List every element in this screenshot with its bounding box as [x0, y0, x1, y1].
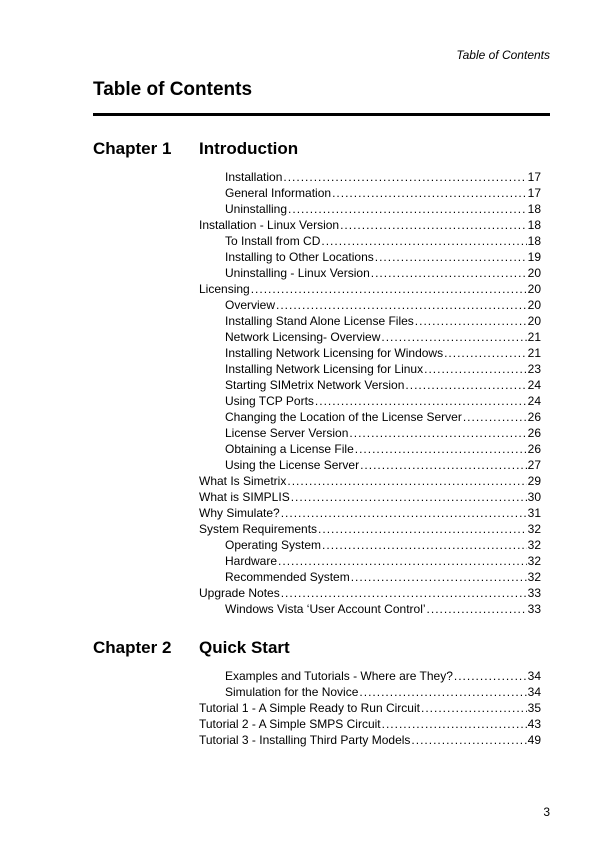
dot-leader — [340, 217, 527, 233]
dot-leader — [355, 441, 527, 457]
dot-leader — [315, 393, 527, 409]
toc-entries — [199, 169, 541, 617]
toc-entry-page: 21 — [527, 330, 541, 344]
toc-entry[interactable] — [199, 185, 541, 201]
toc-entry-label: Overview — [225, 298, 276, 312]
toc-entry[interactable] — [199, 457, 541, 473]
toc-entry-label: Installing Network Licensing for Linux — [225, 362, 424, 376]
toc-entry[interactable] — [199, 441, 541, 457]
toc-entry-label: Hardware — [225, 554, 278, 568]
toc-entry-label: Uninstalling - Linux Version — [225, 266, 370, 280]
toc-entry[interactable] — [199, 393, 541, 409]
toc-entry[interactable] — [199, 585, 541, 601]
dot-leader — [278, 553, 527, 569]
dot-leader — [415, 313, 527, 329]
toc-entry[interactable] — [199, 217, 541, 233]
toc-entry[interactable] — [199, 409, 541, 425]
toc-entry-page: 32 — [527, 522, 541, 536]
dot-leader — [287, 473, 526, 489]
toc-entry-page: 26 — [527, 442, 541, 456]
toc-entry-label: Network Licensing- Overview — [225, 330, 381, 344]
toc-entry-label: Obtaining a License File — [225, 442, 354, 456]
toc-entry-label: Installation - Linux Version — [199, 218, 340, 232]
toc-entry-label: Examples and Tutorials - Where are They? — [225, 669, 453, 683]
toc-entry[interactable] — [199, 265, 541, 281]
dot-leader — [424, 361, 527, 377]
dot-leader — [411, 732, 526, 748]
toc-entry-page: 49 — [527, 733, 541, 747]
chapter-2 — [93, 638, 550, 747]
dot-leader — [444, 345, 527, 361]
chapter-1 — [93, 139, 550, 616]
chapter-label: Chapter 1 — [93, 139, 172, 158]
dot-leader — [288, 201, 527, 217]
toc-entry-label: Using TCP Ports — [225, 394, 314, 408]
toc-entry[interactable] — [199, 521, 541, 537]
toc-entry-label: To Install from CD — [225, 234, 321, 248]
dot-leader — [332, 185, 527, 201]
toc-entry-page: 18 — [527, 202, 541, 216]
chapter-title: Introduction — [199, 139, 299, 158]
toc-entry[interactable] — [199, 732, 541, 748]
dot-leader — [360, 457, 527, 473]
toc-entry[interactable] — [199, 201, 541, 217]
dot-leader — [276, 297, 527, 313]
toc-entry-label: Installing Stand Alone License Files — [225, 314, 414, 328]
toc-entry-page: 19 — [527, 250, 541, 264]
dot-leader — [283, 169, 526, 185]
toc-entry-label: Uninstalling — [225, 202, 288, 216]
toc-entry-page: 32 — [527, 554, 541, 568]
toc-entry[interactable] — [199, 553, 541, 569]
toc-entry-page: 43 — [527, 717, 541, 731]
toc-entry[interactable] — [199, 473, 541, 489]
toc-entry-label: Licensing — [199, 282, 250, 296]
toc-entry-label: Installing Network Licensing for Windows — [225, 346, 444, 360]
dot-leader — [359, 684, 526, 700]
toc-entry-label: Upgrade Notes — [199, 586, 280, 600]
dot-leader — [405, 377, 526, 393]
toc-entry[interactable] — [199, 684, 541, 700]
toc-entry-label: Windows Vista ‘User Account Control’ — [225, 602, 426, 616]
dot-leader — [381, 329, 526, 345]
toc-entry-page: 20 — [527, 314, 541, 328]
toc-entry-label: Tutorial 1 - A Simple Ready to Run Circuit — [199, 701, 420, 715]
toc-entry-label: Simulation for the Novice — [225, 685, 359, 699]
toc-entry-page: 32 — [527, 570, 541, 584]
toc-entry-label: Installing to Other Locations — [225, 250, 374, 264]
toc-entry-label: What is SIMPLIS — [199, 490, 290, 504]
toc-entry[interactable] — [199, 537, 541, 553]
toc-entry-page: 18 — [527, 234, 541, 248]
dot-leader — [371, 265, 527, 281]
toc-entry[interactable] — [199, 569, 541, 585]
toc-entry-page: 35 — [527, 701, 541, 715]
toc-entry-page: 33 — [527, 586, 541, 600]
toc-entry[interactable] — [199, 601, 541, 617]
dot-leader — [322, 537, 527, 553]
toc-entry-label: Why Simulate? — [199, 506, 280, 520]
dot-leader — [281, 505, 527, 521]
toc-entry-page: 33 — [527, 602, 541, 616]
toc-entry-label: Installation — [225, 170, 283, 184]
toc-entry[interactable] — [199, 700, 541, 716]
toc-entry-page: 24 — [527, 394, 541, 408]
toc-entry-label: System Requirements — [199, 522, 318, 536]
toc-entry-label: Starting SIMetrix Network Version — [225, 378, 405, 392]
toc-entry[interactable] — [199, 249, 541, 265]
dot-leader — [454, 668, 527, 684]
toc-entry-label: Operating System — [225, 538, 322, 552]
toc-entry-page: 24 — [527, 378, 541, 392]
toc-entry-page: 32 — [527, 538, 541, 552]
toc-entry[interactable] — [199, 505, 541, 521]
chapter-heading — [93, 638, 550, 660]
toc-entry-label: General Information — [225, 186, 332, 200]
toc-entry-page: 18 — [527, 218, 541, 232]
toc-entry[interactable] — [199, 489, 541, 505]
toc-entry[interactable] — [199, 668, 541, 684]
toc-entry-page: 29 — [527, 474, 541, 488]
toc-entry[interactable] — [199, 281, 541, 297]
dot-leader — [382, 716, 527, 732]
toc-entry[interactable] — [199, 329, 541, 345]
dot-leader — [427, 601, 527, 617]
toc-entry-label: Recommended System — [225, 570, 350, 584]
toc-entry-page: 30 — [527, 490, 541, 504]
toc-entry-page: 26 — [527, 410, 541, 424]
dot-leader — [251, 281, 527, 297]
dot-leader — [321, 233, 526, 249]
toc-entry[interactable] — [199, 313, 541, 329]
chapter-title: Quick Start — [199, 638, 290, 657]
toc-entry-label: Tutorial 3 - Installing Third Party Models — [199, 733, 411, 747]
toc-entry-page: 23 — [527, 362, 541, 376]
dot-leader — [349, 425, 526, 441]
toc-entry-page: 27 — [527, 458, 541, 472]
toc-entry[interactable] — [199, 345, 541, 361]
page-number: 3 — [543, 805, 550, 819]
toc-entry-page: 34 — [527, 685, 541, 699]
toc-entry[interactable] — [199, 361, 541, 377]
toc-entry[interactable] — [199, 425, 541, 441]
dot-leader — [421, 700, 527, 716]
toc-entry-page: 26 — [527, 426, 541, 440]
toc-entry-label: Tutorial 2 - A Simple SMPS Circuit — [199, 717, 381, 731]
toc-entry[interactable] — [199, 233, 541, 249]
toc-entry-page: 20 — [527, 282, 541, 296]
toc-entries — [199, 668, 541, 748]
toc-entry-label: What Is Simetrix — [199, 474, 287, 488]
chapter-label: Chapter 2 — [93, 638, 172, 657]
toc-entry-page: 17 — [527, 170, 541, 184]
dot-leader — [375, 249, 527, 265]
toc-entry-page: 31 — [527, 506, 541, 520]
toc-entry-page: 34 — [527, 669, 541, 683]
dot-leader — [351, 569, 527, 585]
toc-entry-page: 20 — [527, 266, 541, 280]
toc-entry-page: 21 — [527, 346, 541, 360]
dot-leader — [463, 409, 527, 425]
dot-leader — [281, 585, 527, 601]
dot-leader — [318, 521, 527, 537]
toc-entry-label: Using the License Server — [225, 458, 360, 472]
toc-entry-label: Changing the Location of the License Server — [225, 410, 462, 424]
toc-entry[interactable] — [199, 377, 541, 393]
toc-entry[interactable] — [199, 716, 541, 732]
toc-entry-page: 17 — [527, 186, 541, 200]
chapter-heading — [93, 139, 550, 161]
toc-entry[interactable] — [199, 297, 541, 313]
page-title: Table of Contents — [93, 79, 253, 100]
toc-entry-page: 20 — [527, 298, 541, 312]
toc-entry[interactable] — [199, 169, 541, 185]
toc-entry-label: License Server Version — [225, 426, 349, 440]
dot-leader — [291, 489, 527, 505]
running-header: Table of Contents — [456, 48, 550, 62]
title-rule — [93, 113, 550, 116]
